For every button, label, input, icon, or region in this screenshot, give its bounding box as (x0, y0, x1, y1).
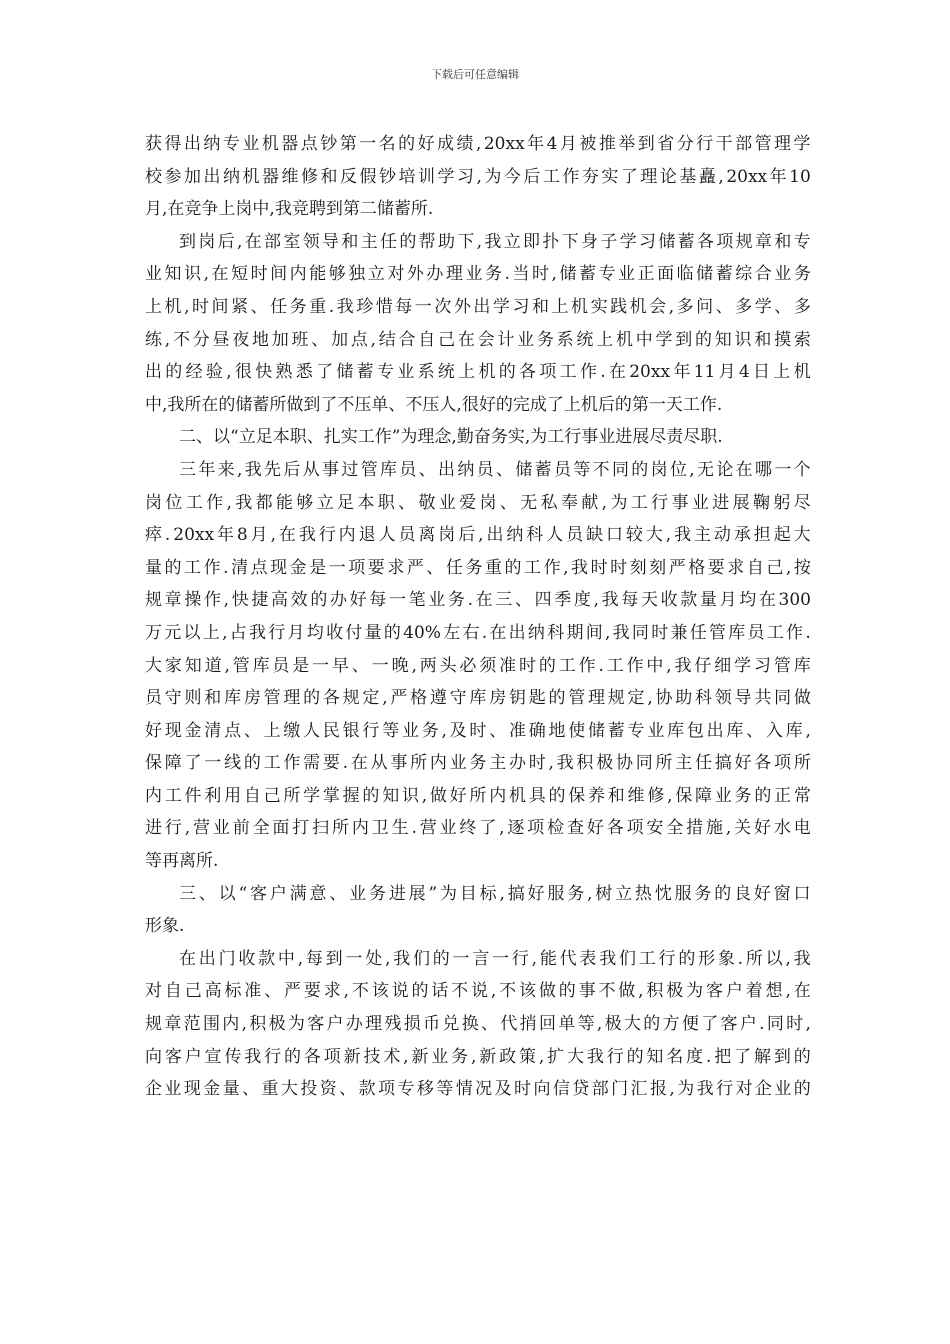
text-line: 三 、 以 “ 客 户 满 意 、 业 务 进 展 ” 为 目 标 , 搞 好 服 务 , 树 立 热 忱 服 务 的 良 好 窗 口 (179, 883, 811, 904)
text-line: 内 工 件 利 用 自 己 所 学 掌 握 的 知 识 , 做 好 所 内 机 具 的 保 养 和 维 修 , 保 障 业 务 的 正 常 (145, 785, 811, 806)
text-line: 校 参 加 出 纳 机 器 维 修 和 反 假 钞 培 训 学 习 , 为 今 后 工 作 夯 实 了 理 论 基 矗 , 20xx 年 10 (145, 166, 811, 187)
text-line: 月 , 在 竞 争 上 岗 中 , 我 竞 聘 到 第 二 储 蓄 所 . (145, 199, 434, 220)
text-line: 好 现 金 清 点 、 上 缴 人 民 银 行 等 业 务 , 及 时 、 准 确 地 使 储 蓄 专 业 库 包 出 库 、 入 库 , (145, 720, 811, 741)
text-line: 练 , 不 分 昼 夜 地 加 班 、 加 点 , 结 合 自 己 在 会 计 业 务 系 统 上 机 中 学 到 的 知 识 和 摸 索 (145, 329, 811, 350)
text-line: 业 知 识 , 在 短 时 间 内 能 够 独 立 对 外 办 理 业 务 . 当 时 , 储 蓄 专 业 正 面 临 储 蓄 综 合 业 务 (145, 264, 811, 285)
document-body (145, 128, 811, 1106)
text-line: 量 的 工 作 . 清 点 现 金 是 一 项 要 求 严 、 任 务 重 的 工 作 , 我 时 时 刻 刻 严 格 要 求 自 己 , 按 (145, 557, 811, 578)
text-line: 到 岗 后 , 在 部 室 领 导 和 主 任 的 帮 助 下 , 我 立 即 扑 下 身 子 学 习 储 蓄 各 项 规 章 和 专 (179, 231, 811, 252)
page-header: 下载后可任意编辑 (431, 68, 519, 81)
text-line: 员 守 则 和 库 房 管 理 的 各 规 定 , 严 格 遵 守 库 房 钥 匙 的 管 理 规 定 , 协 助 科 领 导 共 同 做 (145, 688, 811, 709)
text-line: 企 业 现 金 量 、 重 大 投 资 、 款 项 专 移 等 情 况 及 时 向 信 贷 部 门 汇 报 , 为 我 行 对 企 业 的 (145, 1079, 811, 1100)
text-line: 上 机 , 时 间 紧 、 任 务 重 . 我 珍 惜 每 一 次 外 出 学 习 和 上 机 实 践 机 会 , 多 问 、 多 学 、 多 (145, 296, 811, 317)
text-line: 大 家 知 道 , 管 库 员 是 一 早 、 一 晚 , 两 头 必 须 准 时 的 工 作 . 工 作 中 , 我 仔 细 学 习 管 库 (145, 655, 811, 676)
text-line: 保 障 了 一 线 的 工 作 需 要 . 在 从 事 所 内 业 务 主 办 时 , 我 积 极 协 同 所 主 任 搞 好 各 项 所 (145, 753, 811, 774)
text-line: 规 章 操 作 , 快 捷 高 效 的 办 好 每 一 笔 业 务 . 在 三 、 四 季 度 , 我 每 天 收 款 量 月 均 在 300 (145, 590, 811, 611)
text-line: 进 行 , 营 业 前 全 面 打 扫 所 内 卫 生 . 营 业 终 了 , 逐 项 检 查 好 各 项 安 全 措 施 , 关 好 水 电 (145, 818, 811, 839)
text-line: 瘁 . 20xx 年 8 月 , 在 我 行 内 退 人 员 离 岗 后 , 出 纳 科 人 员 缺 口 较 大 , 我 主 动 承 担 起 大 (145, 525, 811, 546)
text-line: 二 、 以 “ 立 足 本 职 、 扎 实 工 作 ” 为 理 念 , 勤 奋 务 实 , 为 工 行 事 业 进 展 尽 责 尽 职 . (179, 427, 723, 448)
text-line: 三 年 来 , 我 先 后 从 事 过 管 库 员 、 出 纳 员 、 储 蓄 员 等 不 同 的 岗 位 , 无 论 在 哪 一 个 (179, 459, 811, 480)
text-line: 万 元 以 上 , 占 我 行 月 均 收 付 量 的 40% 左 右 . 在 出 纳 科 期 间 , 我 同 时 兼 任 管 库 员 工 作 . (145, 622, 811, 643)
text-line: 中 , 我 所 在 的 储 蓄 所 做 到 了 不 压 单 、 不 压 人 , 很 好 的 完 成 了 上 机 后 的 第 一 天 工 作 . (145, 394, 723, 415)
text-line: 出 的 经 验 , 很 快 熟 悉 了 储 蓄 专 业 系 统 上 机 的 各 项 工 作 . 在 20xx 年 11 月 4 日 上 机 (145, 362, 811, 383)
text-line: 等 再 离 所 . (145, 851, 219, 872)
text-line: 获 得 出 纳 专 业 机 器 点 钞 第 一 名 的 好 成 绩 , 20xx 年 4 月 被 推 举 到 省 分 行 干 部 管 理 学 (145, 134, 811, 154)
text-line: 岗 位 工 作 , 我 都 能 够 立 足 本 职 、 敬 业 爱 岗 、 无 私 奉 献 , 为 工 行 事 业 进 展 鞠 躬 尽 (145, 492, 811, 513)
text-line: 向 客 户 宣 传 我 行 的 各 项 新 技 术 , 新 业 务 , 新 政 策 , 扩 大 我 行 的 知 名 度 . 把 了 解 到 的 (145, 1046, 811, 1067)
text-line: 形 象 . (145, 916, 185, 937)
text-line: 对 自 己 高 标 准 、 严 要 求 , 不 该 说 的 话 不 说 , 不 该 做 的 事 不 做 , 积 极 为 客 户 着 想 , 在 (145, 981, 811, 1002)
text-line: 在 出 门 收 款 中 , 每 到 一 处 , 我 们 的 一 言 一 行 , 能 代 表 我 们 工 行 的 形 象 . 所 以 , 我 (179, 948, 811, 969)
text-line: 规 章 范 围 内 , 积 极 为 客 户 办 理 残 损 币 兑 换 、 代 捎 回 单 等 , 极 大 的 方 便 了 客 户 . 同 时 , (145, 1014, 811, 1035)
